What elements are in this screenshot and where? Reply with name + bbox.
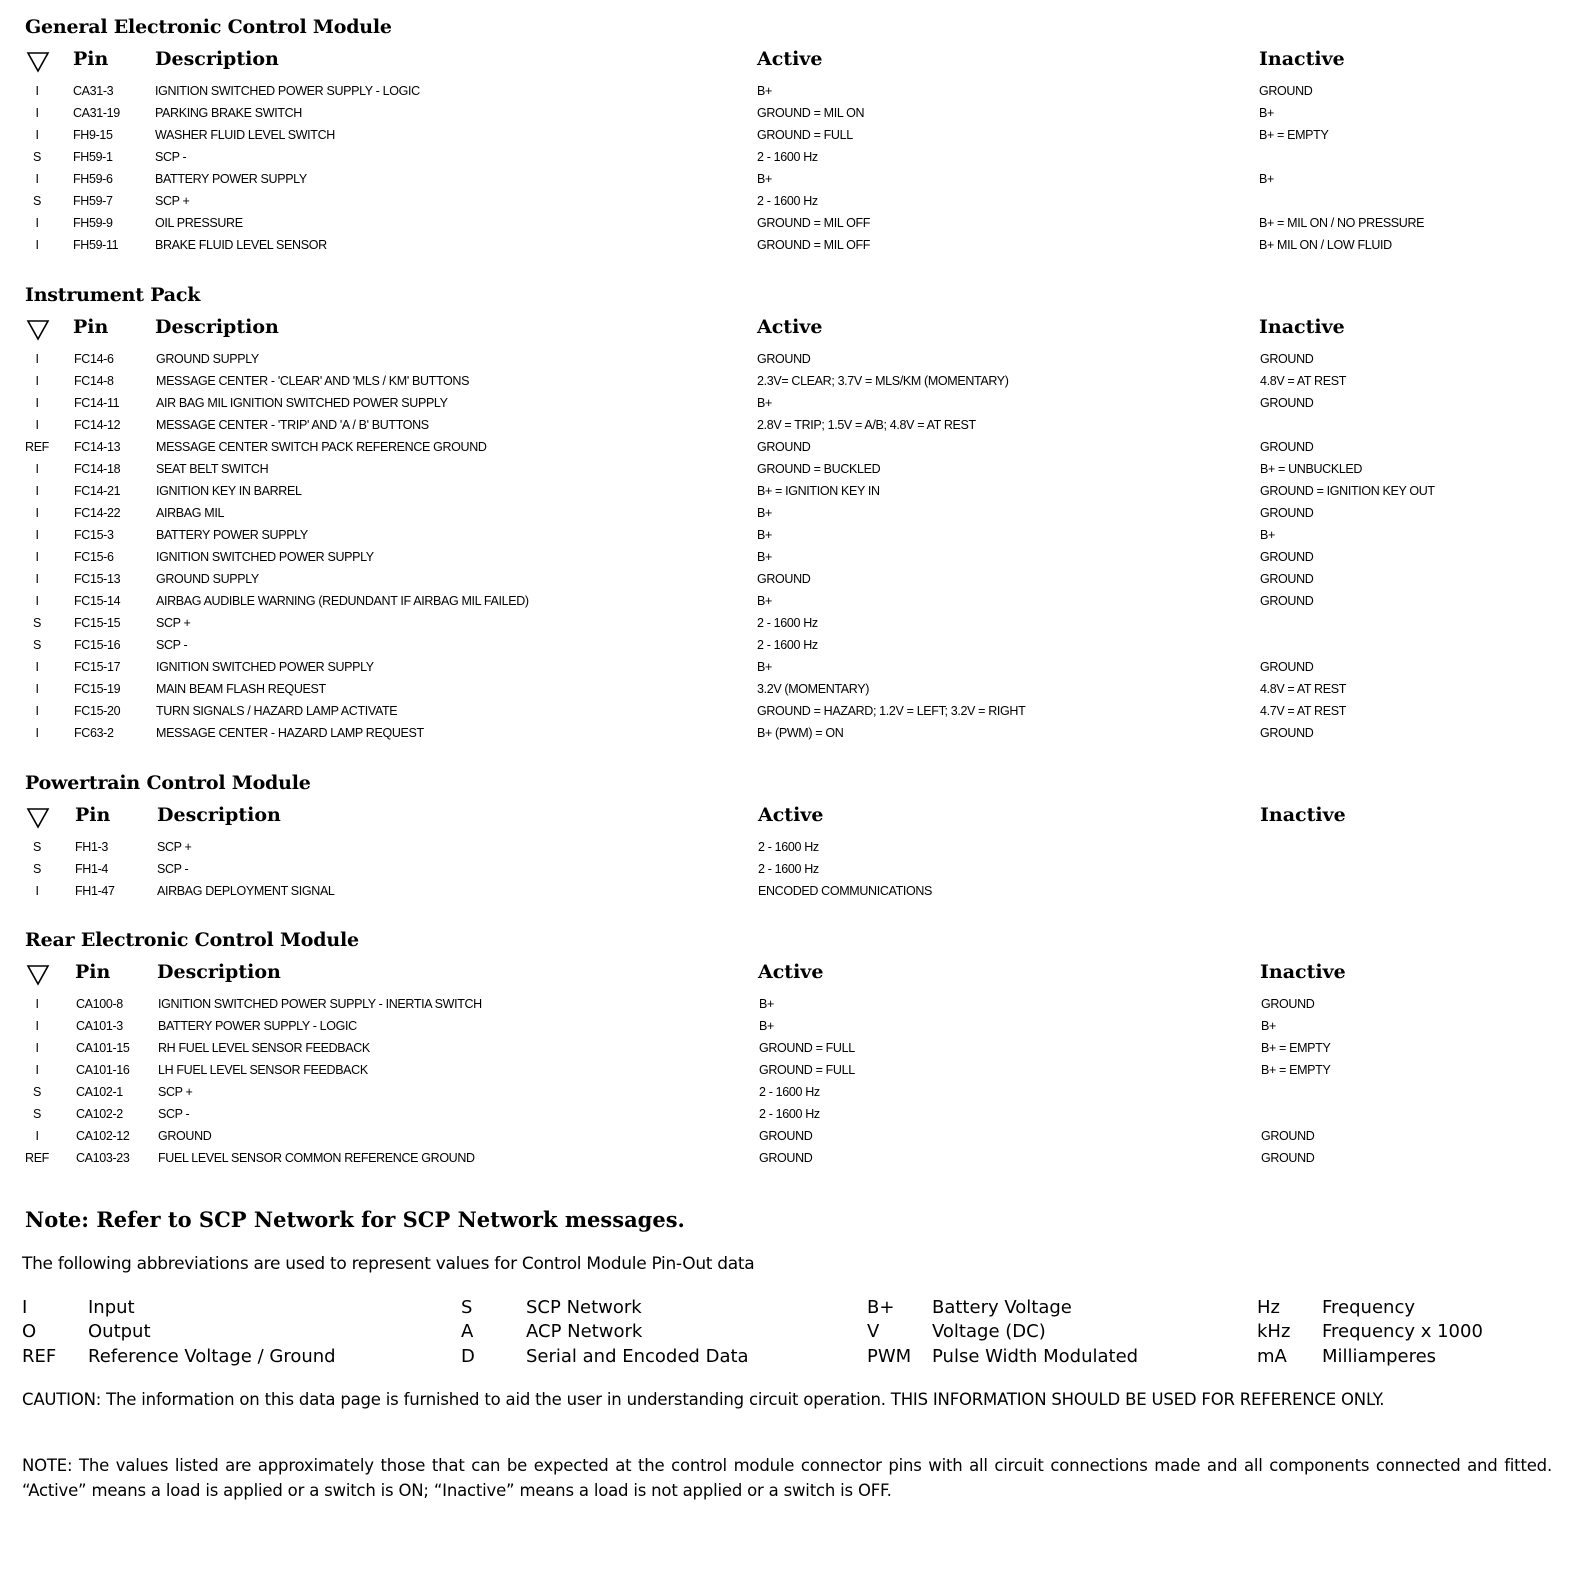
pin-description: WASHER FLUID LEVEL SWITCH [155, 128, 335, 142]
table-row [0, 124, 1584, 146]
pin-type: I [35, 484, 39, 498]
pin-type: REF [25, 1151, 49, 1165]
header-pin: Pin [75, 804, 111, 826]
table-row [0, 880, 1584, 902]
active-value: B+ [759, 997, 774, 1011]
inactive-value: GROUND [1260, 550, 1314, 564]
pin-type: I [35, 506, 39, 520]
pin-id: FC15-17 [74, 660, 121, 674]
pin-type: I [35, 726, 39, 740]
pin-id: FH59-11 [73, 238, 119, 252]
inactive-value: B+ MIL ON / LOW FLUID [1259, 238, 1392, 252]
pin-type: I [35, 128, 39, 142]
pin-description: AIRBAG MIL [156, 506, 225, 520]
inactive-value: GROUND [1260, 440, 1314, 454]
note-text: NOTE: The values listed are approximately those that can be expected at the control module connector pins with all circuit connections made and all components connected and fitted. “Active” means a load is applied or a switch is ON; “Inactive” means a load is not applied or a switch is OFF. [22, 1456, 1552, 1500]
pin-type: S [33, 150, 41, 164]
pin-description: BATTERY POWER SUPPLY [156, 528, 308, 542]
table-row [0, 858, 1584, 880]
pin-description: SCP + [156, 616, 191, 630]
table-row [0, 168, 1584, 190]
pin-type: I [35, 216, 39, 230]
inactive-value: B+ = EMPTY [1259, 128, 1329, 142]
abbreviation-code: PWM [867, 1346, 912, 1367]
active-value: B+ [757, 550, 772, 564]
pin-description: RH FUEL LEVEL SENSOR FEEDBACK [158, 1041, 370, 1055]
inactive-value: B+ [1259, 106, 1274, 120]
inactive-value: B+ [1261, 1019, 1276, 1033]
table-row [0, 234, 1584, 256]
pin-description: SEAT BELT SWITCH [156, 462, 269, 476]
pin-type: S [33, 194, 41, 208]
table-row [0, 414, 1584, 436]
active-value: 2.8V = TRIP; 1.5V = A/B; 4.8V = AT REST [757, 418, 976, 432]
abbreviation-code: REF [22, 1346, 57, 1367]
inactive-value: GROUND [1259, 84, 1313, 98]
header-description: Description [155, 316, 279, 338]
table-row [0, 993, 1584, 1015]
abbreviations-intro: The following abbreviations are used to represent values for Control Module Pin-Out data [22, 1254, 755, 1274]
active-value: B+ [757, 506, 772, 520]
active-value: 2 - 1600 Hz [757, 194, 818, 208]
active-value: 2.3V= CLEAR; 3.7V = MLS/KM (MOMENTARY) [757, 374, 1009, 388]
pin-description: GROUND SUPPLY [156, 352, 259, 366]
abbreviation-meaning: Pulse Width Modulated [932, 1346, 1139, 1367]
table-row [0, 1015, 1584, 1037]
pin-id: FC14-18 [74, 462, 121, 476]
table-row [0, 1125, 1584, 1147]
inactive-value: B+ [1260, 528, 1275, 542]
table-row [0, 212, 1584, 234]
header-active: Active [758, 961, 824, 983]
pin-id: FC15-20 [74, 704, 121, 718]
table-row [0, 458, 1584, 480]
active-value: GROUND = MIL ON [757, 106, 865, 120]
active-value: 2 - 1600 Hz [758, 862, 819, 876]
column-header-row [0, 316, 1584, 344]
header-inactive: Inactive [1259, 316, 1345, 338]
abbreviation-code: B+ [867, 1297, 895, 1318]
pin-description: MESSAGE CENTER - 'TRIP' AND 'A / B' BUTTONS [156, 418, 429, 432]
pin-type: I [35, 374, 39, 388]
pin-type: I [35, 1041, 39, 1055]
pin-description: IGNITION SWITCHED POWER SUPPLY [156, 660, 374, 674]
active-value: B+ [757, 84, 772, 98]
pin-description: MESSAGE CENTER - 'CLEAR' AND 'MLS / KM' BUTTONS [156, 374, 470, 388]
pin-id: FC15-16 [74, 638, 121, 652]
abbreviation-code: V [867, 1321, 880, 1342]
caution-text: CAUTION: The information on this data page is furnished to aid the user in understanding circuit operation. THIS INFORMATION SHOULD BE USED FOR REFERENCE ONLY. [22, 1390, 1385, 1409]
table-row [0, 80, 1584, 102]
pin-type: I [35, 884, 39, 898]
active-value: B+ [757, 528, 772, 542]
active-value: GROUND = MIL OFF [757, 238, 871, 252]
header-active: Active [758, 804, 824, 826]
abbreviation-meaning: Output [88, 1321, 151, 1342]
active-value: B+ [757, 594, 772, 608]
pin-description: BATTERY POWER SUPPLY - LOGIC [158, 1019, 357, 1033]
pin-id: FC14-12 [74, 418, 121, 432]
section-title: Instrument Pack [25, 284, 201, 306]
pin-type: I [35, 594, 39, 608]
pin-id: CA102-12 [76, 1129, 130, 1143]
table-row [0, 1037, 1584, 1059]
pin-id: FH59-1 [73, 150, 113, 164]
table-row [0, 1103, 1584, 1125]
triangle-icon [26, 51, 50, 73]
pin-description: FUEL LEVEL SENSOR COMMON REFERENCE GROUND [158, 1151, 475, 1165]
active-value: B+ [759, 1019, 774, 1033]
active-value: GROUND [759, 1151, 813, 1165]
inactive-value: 4.7V = AT REST [1260, 704, 1346, 718]
inactive-value: B+ = EMPTY [1261, 1063, 1331, 1077]
pin-description: OIL PRESSURE [155, 216, 243, 230]
pin-description: GROUND [158, 1129, 212, 1143]
inactive-value: B+ = MIL ON / NO PRESSURE [1259, 216, 1425, 230]
pin-id: FH9-15 [73, 128, 113, 142]
pin-type: S [33, 862, 41, 876]
inactive-value: 4.8V = AT REST [1260, 682, 1346, 696]
active-value: B+ (PWM) = ON [757, 726, 844, 740]
pin-description: MESSAGE CENTER SWITCH PACK REFERENCE GROUND [156, 440, 487, 454]
inactive-value: 4.8V = AT REST [1260, 374, 1346, 388]
pin-id: FC14-8 [74, 374, 114, 388]
inactive-value: GROUND [1261, 1151, 1315, 1165]
pin-type: I [35, 172, 39, 186]
pin-type: I [35, 528, 39, 542]
active-value: 2 - 1600 Hz [757, 150, 818, 164]
pin-type: I [35, 682, 39, 696]
triangle-icon [26, 807, 50, 829]
active-value: B+ [757, 660, 772, 674]
pin-description: IGNITION SWITCHED POWER SUPPLY - INERTIA SWITCH [158, 997, 482, 1011]
table-row [0, 1059, 1584, 1081]
abbreviation-code: mA [1257, 1346, 1287, 1367]
header-description: Description [157, 804, 281, 826]
active-value: GROUND = FULL [759, 1041, 855, 1055]
pin-id: FC14-21 [74, 484, 121, 498]
pin-description: SCP + [157, 840, 192, 854]
inactive-value: B+ [1259, 172, 1274, 186]
pin-id: FC14-11 [74, 396, 120, 410]
table-row [0, 634, 1584, 656]
pin-id: FC14-6 [74, 352, 114, 366]
pin-id: FC63-2 [74, 726, 114, 740]
scp-note-title: Note: Refer to SCP Network for SCP Network messages. [25, 1207, 685, 1232]
pin-type: S [33, 638, 41, 652]
pin-id: FC15-3 [74, 528, 114, 542]
active-value: ENCODED COMMUNICATIONS [758, 884, 933, 898]
inactive-value: GROUND [1260, 594, 1314, 608]
table-row [0, 524, 1584, 546]
pin-type: I [35, 1019, 39, 1033]
active-value: 2 - 1600 Hz [758, 840, 819, 854]
abbreviation-meaning: Input [88, 1297, 135, 1318]
table-row [0, 678, 1584, 700]
inactive-value: GROUND [1260, 506, 1314, 520]
header-pin: Pin [73, 48, 109, 70]
active-value: GROUND [757, 572, 811, 586]
table-row [0, 1081, 1584, 1103]
pin-id: FC15-19 [74, 682, 121, 696]
table-row [0, 700, 1584, 722]
pin-description: SCP - [157, 862, 189, 876]
pin-id: CA100-8 [76, 997, 123, 1011]
header-inactive: Inactive [1259, 48, 1345, 70]
pin-description: IGNITION KEY IN BARREL [156, 484, 302, 498]
abbreviation-meaning: Battery Voltage [932, 1297, 1072, 1318]
abbreviation-code: I [22, 1297, 28, 1318]
pin-id: FH1-47 [75, 884, 115, 898]
header-pin: Pin [73, 316, 109, 338]
active-value: B+ [757, 396, 772, 410]
pin-description: SCP - [158, 1107, 190, 1121]
triangle-icon [26, 319, 50, 341]
table-row [0, 590, 1584, 612]
pin-type: REF [25, 440, 49, 454]
header-description: Description [155, 48, 279, 70]
table-row [0, 146, 1584, 168]
inactive-value: GROUND [1260, 352, 1314, 366]
table-row [0, 546, 1584, 568]
pin-type: I [35, 660, 39, 674]
table-row [0, 370, 1584, 392]
table-row [0, 1147, 1584, 1169]
header-inactive: Inactive [1260, 961, 1346, 983]
abbreviation-meaning: ACP Network [526, 1321, 643, 1342]
abbreviation-meaning: Serial and Encoded Data [526, 1346, 749, 1367]
table-row [0, 190, 1584, 212]
pin-id: FH1-4 [75, 862, 108, 876]
inactive-value: GROUND [1260, 396, 1314, 410]
pin-id: CA102-1 [76, 1085, 123, 1099]
table-row [0, 392, 1584, 414]
pin-type: I [35, 572, 39, 586]
pin-type: I [35, 550, 39, 564]
pin-type: I [35, 106, 39, 120]
active-value: GROUND = FULL [759, 1063, 855, 1077]
inactive-value: GROUND [1260, 572, 1314, 586]
table-row [0, 656, 1584, 678]
pin-id: FC15-13 [74, 572, 121, 586]
pin-id: CA31-3 [73, 84, 114, 98]
pin-type: S [33, 1107, 41, 1121]
active-value: 2 - 1600 Hz [759, 1085, 820, 1099]
abbreviation-code: A [461, 1321, 474, 1342]
pin-id: CA103-23 [76, 1151, 130, 1165]
active-value: 2 - 1600 Hz [757, 638, 818, 652]
column-header-row [0, 804, 1584, 832]
pin-description: AIRBAG DEPLOYMENT SIGNAL [157, 884, 335, 898]
pin-description: TURN SIGNALS / HAZARD LAMP ACTIVATE [156, 704, 398, 718]
pin-type: I [35, 704, 39, 718]
pin-description: MESSAGE CENTER - HAZARD LAMP REQUEST [156, 726, 424, 740]
pin-id: FH59-7 [73, 194, 113, 208]
pin-description: LH FUEL LEVEL SENSOR FEEDBACK [158, 1063, 368, 1077]
pin-type: I [35, 462, 39, 476]
section-title: Rear Electronic Control Module [25, 929, 359, 951]
active-value: 2 - 1600 Hz [757, 616, 818, 630]
active-value: GROUND [757, 352, 811, 366]
pin-type: I [35, 84, 39, 98]
active-value: GROUND [757, 440, 811, 454]
table-row [0, 502, 1584, 524]
inactive-value: GROUND [1261, 997, 1315, 1011]
pin-id: FC15-14 [74, 594, 121, 608]
header-inactive: Inactive [1260, 804, 1346, 826]
table-row [0, 568, 1584, 590]
active-value: B+ = IGNITION KEY IN [757, 484, 880, 498]
pin-description: IGNITION SWITCHED POWER SUPPLY - LOGIC [155, 84, 420, 98]
header-description: Description [157, 961, 281, 983]
pin-description: SCP + [155, 194, 190, 208]
abbreviation-code: S [461, 1297, 473, 1318]
abbreviation-meaning: Reference Voltage / Ground [88, 1346, 336, 1367]
pin-id: CA31-19 [73, 106, 120, 120]
active-value: GROUND = BUCKLED [757, 462, 881, 476]
abbreviation-meaning: Voltage (DC) [932, 1321, 1046, 1342]
table-row [0, 436, 1584, 458]
pin-type: I [35, 352, 39, 366]
table-row [0, 612, 1584, 634]
pin-description: MAIN BEAM FLASH REQUEST [156, 682, 326, 696]
section-title: Powertrain Control Module [25, 772, 311, 794]
abbreviation-code: kHz [1257, 1321, 1291, 1342]
abbreviation-meaning: Frequency x 1000 [1322, 1321, 1483, 1342]
pin-id: CA102-2 [76, 1107, 123, 1121]
table-row [0, 348, 1584, 370]
pin-type: I [35, 1063, 39, 1077]
pin-description: IGNITION SWITCHED POWER SUPPLY [156, 550, 374, 564]
pin-type: S [33, 616, 41, 630]
header-active: Active [757, 316, 823, 338]
triangle-icon [26, 964, 50, 986]
pin-id: FC15-6 [74, 550, 114, 564]
abbreviation-code: O [22, 1321, 37, 1342]
active-value: GROUND = MIL OFF [757, 216, 871, 230]
table-row [0, 102, 1584, 124]
pin-description: PARKING BRAKE SWITCH [155, 106, 302, 120]
pin-type: I [35, 418, 39, 432]
column-header-row [0, 961, 1584, 989]
active-value: GROUND = HAZARD; 1.2V = LEFT; 3.2V = RIGHT [757, 704, 1026, 718]
abbreviation-meaning: SCP Network [526, 1297, 642, 1318]
pin-id: FC15-15 [74, 616, 121, 630]
pin-id: FH1-3 [75, 840, 108, 854]
pin-type: I [35, 238, 39, 252]
pin-description: GROUND SUPPLY [156, 572, 259, 586]
inactive-value: GROUND [1260, 660, 1314, 674]
pin-id: CA101-15 [76, 1041, 130, 1055]
table-row [0, 836, 1584, 858]
pin-description: BRAKE FLUID LEVEL SENSOR [155, 238, 327, 252]
pin-type: I [35, 997, 39, 1011]
pin-id: FC14-22 [74, 506, 121, 520]
pin-type: S [33, 1085, 41, 1099]
table-row [0, 480, 1584, 502]
column-header-row [0, 48, 1584, 76]
abbreviation-code: Hz [1257, 1297, 1280, 1318]
inactive-value: B+ = EMPTY [1261, 1041, 1331, 1055]
active-value: GROUND = FULL [757, 128, 853, 142]
section-title: General Electronic Control Module [25, 16, 392, 38]
inactive-value: GROUND [1261, 1129, 1315, 1143]
active-value: B+ [757, 172, 772, 186]
pin-description: AIR BAG MIL IGNITION SWITCHED POWER SUPPLY [156, 396, 448, 410]
pin-id: FH59-9 [73, 216, 113, 230]
abbreviation-meaning: Milliamperes [1322, 1346, 1437, 1367]
pin-type: I [35, 396, 39, 410]
pin-id: FH59-6 [73, 172, 113, 186]
pin-id: FC14-13 [74, 440, 121, 454]
header-pin: Pin [75, 961, 111, 983]
pin-id: CA101-16 [76, 1063, 130, 1077]
pin-description: SCP + [158, 1085, 193, 1099]
inactive-value: GROUND = IGNITION KEY OUT [1260, 484, 1435, 498]
pin-description: BATTERY POWER SUPPLY [155, 172, 307, 186]
pin-description: SCP - [156, 638, 188, 652]
pin-description: SCP - [155, 150, 187, 164]
active-value: 3.2V (MOMENTARY) [757, 682, 870, 696]
header-active: Active [757, 48, 823, 70]
active-value: 2 - 1600 Hz [759, 1107, 820, 1121]
inactive-value: B+ = UNBUCKLED [1260, 462, 1363, 476]
active-value: GROUND [759, 1129, 813, 1143]
pin-type: S [33, 840, 41, 854]
pin-description: AIRBAG AUDIBLE WARNING (REDUNDANT IF AIRBAG MIL FAILED) [156, 594, 529, 608]
table-row [0, 722, 1584, 744]
inactive-value: GROUND [1260, 726, 1314, 740]
pin-id: CA101-3 [76, 1019, 123, 1033]
abbreviation-code: D [461, 1346, 475, 1367]
abbreviation-meaning: Frequency [1322, 1297, 1415, 1318]
pin-type: I [35, 1129, 39, 1143]
